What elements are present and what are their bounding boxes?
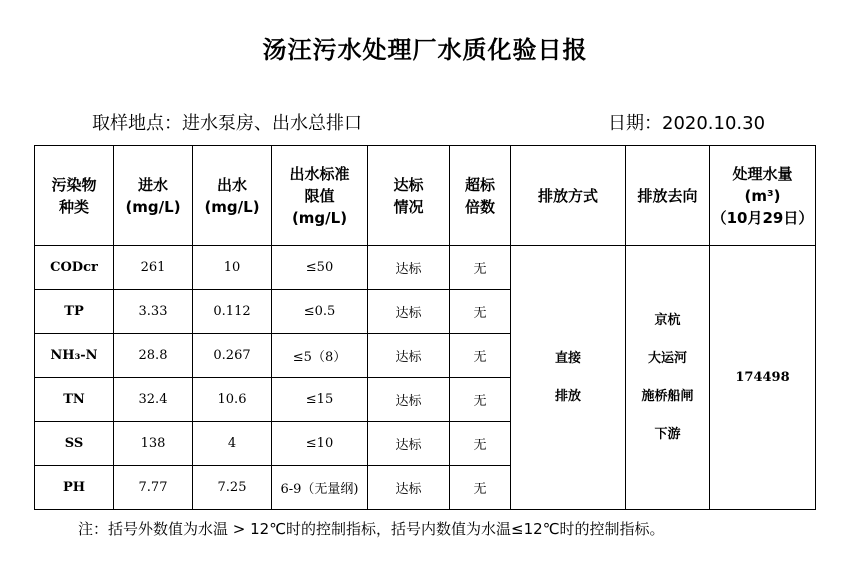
inflow-cell: 28.8 bbox=[114, 334, 193, 378]
outflow-cell: 10.6 bbox=[193, 378, 272, 422]
inflow-cell: 3.33 bbox=[114, 290, 193, 334]
inflow-cell: 261 bbox=[114, 246, 193, 290]
water-quality-table bbox=[34, 145, 816, 510]
inflow-cell: 32.4 bbox=[114, 378, 193, 422]
exceed-cell: 无 bbox=[450, 290, 511, 334]
status-cell: 达标 bbox=[368, 246, 450, 290]
header-limit: 出水标准 限值 (mg/L) bbox=[272, 146, 368, 246]
report-title: 汤汪污水处理厂水质化验日报 bbox=[262, 36, 588, 64]
status-cell: 达标 bbox=[368, 422, 450, 466]
header-discharge-to: 排放去向 bbox=[626, 146, 710, 246]
limit-cell: ≤0.5 bbox=[272, 290, 368, 334]
discharge-to-cell: 京杭 大运河 施桥船闸 下游 bbox=[626, 246, 710, 510]
pollutant-cell: NH₃-N bbox=[35, 334, 114, 378]
header-outflow: 出水 (mg/L) bbox=[193, 146, 272, 246]
exceed-cell: 无 bbox=[450, 378, 511, 422]
limit-cell: 6-9（无量纲) bbox=[272, 466, 368, 510]
inflow-cell: 138 bbox=[114, 422, 193, 466]
outflow-cell: 0.267 bbox=[193, 334, 272, 378]
report-date: 日期：2020.10.30 bbox=[608, 113, 766, 134]
status-cell: 达标 bbox=[368, 334, 450, 378]
inflow-cell: 7.77 bbox=[114, 466, 193, 510]
pollutant-cell: TP bbox=[35, 290, 114, 334]
limit-cell: ≤10 bbox=[272, 422, 368, 466]
exceed-cell: 无 bbox=[450, 422, 511, 466]
status-cell: 达标 bbox=[368, 466, 450, 510]
pollutant-cell: CODcr bbox=[35, 246, 114, 290]
outflow-cell: 7.25 bbox=[193, 466, 272, 510]
outflow-cell: 10 bbox=[193, 246, 272, 290]
sampling-location: 取样地点：进水泵房、出水总排口 bbox=[92, 113, 362, 134]
header-exceed: 超标 倍数 bbox=[450, 146, 511, 246]
discharge-method-cell: 直接 排放 bbox=[511, 246, 626, 510]
pollutant-cell: PH bbox=[35, 466, 114, 510]
header-inflow: 进水 (mg/L) bbox=[114, 146, 193, 246]
outflow-cell: 0.112 bbox=[193, 290, 272, 334]
volume-cell: 174498 bbox=[710, 246, 816, 510]
header-volume: 处理水量 (m³) （10月29日） bbox=[710, 146, 816, 246]
limit-cell: ≤5（8） bbox=[272, 334, 368, 378]
limit-cell: ≤50 bbox=[272, 246, 368, 290]
exceed-cell: 无 bbox=[450, 466, 511, 510]
header-pollutant: 污染物 种类 bbox=[35, 146, 114, 246]
table-row bbox=[35, 246, 816, 290]
header-status: 达标 情况 bbox=[368, 146, 450, 246]
header-discharge-method: 排放方式 bbox=[511, 146, 626, 246]
outflow-cell: 4 bbox=[193, 422, 272, 466]
exceed-cell: 无 bbox=[450, 334, 511, 378]
header-row bbox=[35, 146, 816, 246]
pollutant-cell: SS bbox=[35, 422, 114, 466]
footnote: 注：括号外数值为水温 > 12℃时的控制指标，括号内数值为水温≤12℃时的控制指标。 bbox=[78, 520, 665, 538]
status-cell: 达标 bbox=[368, 378, 450, 422]
pollutant-cell: TN bbox=[35, 378, 114, 422]
limit-cell: ≤15 bbox=[272, 378, 368, 422]
status-cell: 达标 bbox=[368, 290, 450, 334]
exceed-cell: 无 bbox=[450, 246, 511, 290]
